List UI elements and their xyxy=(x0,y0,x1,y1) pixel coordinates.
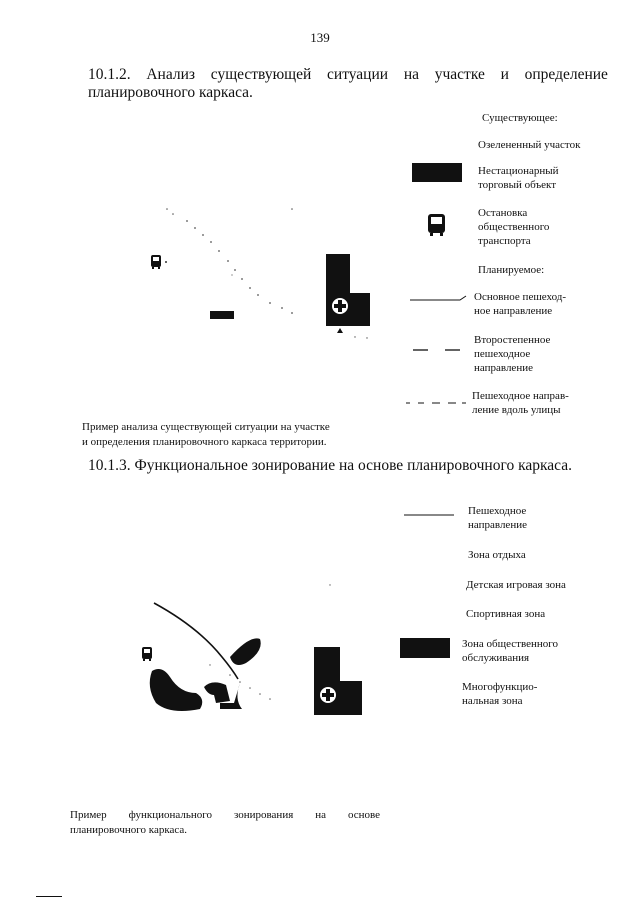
legend-kids-zone: Детская игровая зона xyxy=(466,579,566,591)
caption-line: и определения планировочного каркаса территории. xyxy=(82,436,327,448)
legend-public-swatch xyxy=(400,638,450,658)
legend-multi-line: Многофункцио- xyxy=(462,681,538,693)
legend-secondary-line-sample xyxy=(408,345,472,355)
bus-stop-icon xyxy=(142,647,152,661)
caption-line: Пример анализа существующей ситуации на участке xyxy=(82,421,330,433)
legend-bus-stop-line: общественного xyxy=(478,221,550,233)
legend-planned-title: Планируемое: xyxy=(478,264,545,276)
legend-secondary-line: пешеходное xyxy=(474,348,531,360)
legend-secondary-line: Второстепенное xyxy=(474,334,551,346)
legend-street-line: Пешеходное направ- xyxy=(472,390,569,402)
page-number: 139 xyxy=(310,30,330,45)
section-heading-10-1-3: 10.1.3. Функциональное зонирование на основе планировочного каркаса. xyxy=(88,457,572,474)
legend-main-path xyxy=(474,290,566,318)
legend-secondary-path xyxy=(474,333,550,375)
legend-bus-stop-icon xyxy=(426,212,448,238)
figure-caption-1 xyxy=(82,420,330,450)
kiosk-shape xyxy=(210,311,234,319)
legend-main-path-line: ное направление xyxy=(474,305,553,317)
legend-multi-line: нальная зона xyxy=(462,695,523,707)
legend-ped-line: направление xyxy=(468,519,527,531)
entrance-marker-icon xyxy=(337,328,343,333)
heading-word: Анализ xyxy=(146,66,196,83)
heading-word: на xyxy=(403,66,419,83)
legend-bus-stop xyxy=(478,206,549,248)
legend-ped-line: Пешеходное xyxy=(468,505,527,517)
legend-sports-zone: Спортивная зона xyxy=(466,608,546,620)
legend-kiosk-line: Нестационарный xyxy=(478,165,559,177)
main-path-line-sample xyxy=(410,296,466,300)
clinic-building xyxy=(326,254,370,326)
legend-street-line-sample xyxy=(404,398,470,408)
medical-cross-icon xyxy=(332,298,348,314)
footnote-divider xyxy=(36,896,62,897)
public-service-building xyxy=(314,647,362,715)
kids-zone-shape xyxy=(150,669,203,711)
legend-public-line: обслуживания xyxy=(462,652,530,664)
heading-word: и xyxy=(500,66,509,83)
heading-number: 10.1.2. xyxy=(88,66,131,83)
rest-zone-shape xyxy=(230,638,261,665)
figure-caption-2 xyxy=(70,808,380,838)
heading-line-1 xyxy=(88,66,608,84)
site-analysis-diagram xyxy=(140,195,380,345)
legend-street-line: ление вдоль улицы xyxy=(472,404,561,416)
sports-zone-shape xyxy=(204,682,230,703)
heading-word: участке xyxy=(434,66,485,83)
secondary-footpath xyxy=(209,584,330,700)
caption-line: Пример функционального зонирования на основе xyxy=(70,809,380,821)
legend-public-line: Зона общественного xyxy=(462,638,558,650)
legend-multi-zone xyxy=(462,680,537,708)
heading-word: ситуации xyxy=(327,66,389,83)
legend-bus-stop-line: транспорта xyxy=(478,235,531,247)
main-footpath-curve xyxy=(154,603,238,679)
legend-existing-title: Существующее: xyxy=(482,112,558,124)
legend-kiosk-line: торговый объект xyxy=(478,179,557,191)
zoning-diagram xyxy=(130,575,380,735)
legend-green-area: Озелененный участок xyxy=(478,139,581,151)
legend-street-path xyxy=(472,389,569,417)
legend-main-path-line: Основное пешеход- xyxy=(474,291,567,303)
heading-word: определение xyxy=(524,66,608,83)
legend-line-samples xyxy=(408,290,472,320)
heading-word: существующей xyxy=(210,66,312,83)
legend-bus-stop-line: Остановка xyxy=(478,207,528,219)
legend-kiosk xyxy=(478,164,559,192)
heading-line-2: планировочного каркаса. xyxy=(88,84,253,101)
legend-public-zone xyxy=(462,637,558,665)
caption-line: планировочного каркаса. xyxy=(70,824,188,836)
section-heading-10-1-2 xyxy=(88,66,608,102)
legend-rest-zone: Зона отдыха xyxy=(468,549,526,561)
legend-ped-direction xyxy=(468,504,527,532)
legend-secondary-line: направление xyxy=(474,362,533,374)
bus-stop-icon xyxy=(151,255,167,269)
legend-ped-line-sample xyxy=(402,511,458,519)
legend-kiosk-swatch xyxy=(412,163,462,182)
medical-cross-icon xyxy=(320,687,336,703)
